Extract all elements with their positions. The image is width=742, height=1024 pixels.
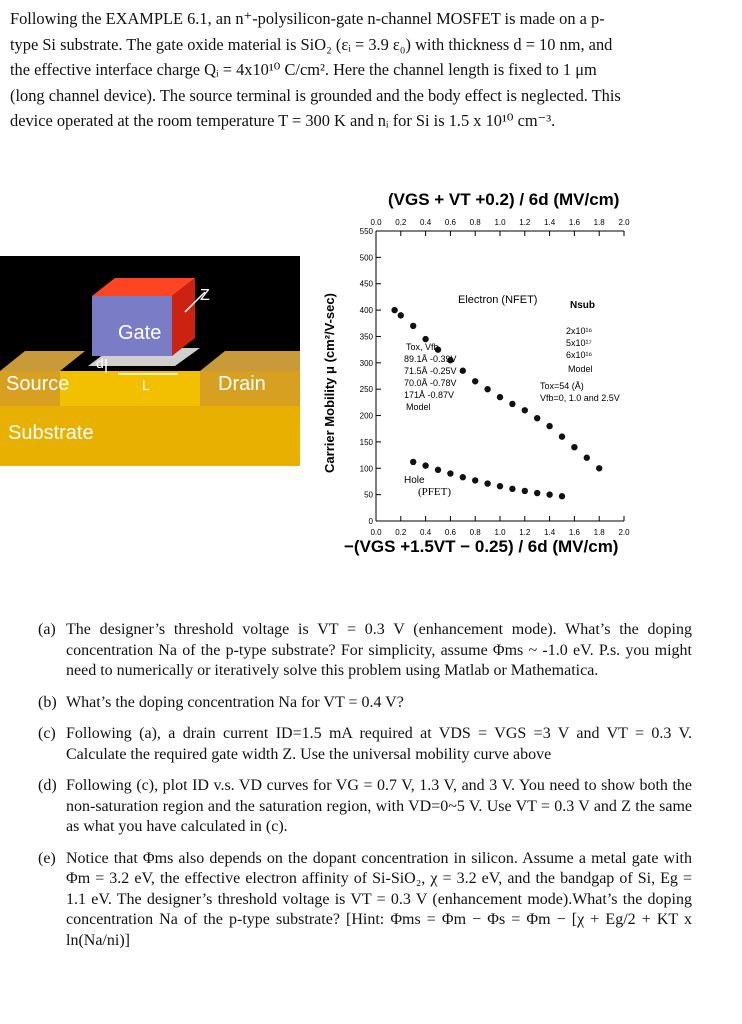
mobility-chart xyxy=(318,183,652,563)
thickness-label: d xyxy=(96,355,104,371)
top-axis-title: (VGS + VT +0.2) / 6d (MV/cm) xyxy=(388,190,620,209)
substrate-label: Substrate xyxy=(8,422,94,444)
question-item xyxy=(10,724,692,765)
hole-point xyxy=(497,483,503,489)
question-label: (b) xyxy=(38,693,57,711)
model-label: Model xyxy=(568,364,593,374)
top-tick-label: 1.4 xyxy=(544,218,556,227)
bottom-tick-label: 1.6 xyxy=(568,528,580,537)
top-tick-label: 1.8 xyxy=(593,218,605,227)
electron-point xyxy=(398,312,404,318)
electron-point xyxy=(472,378,478,384)
top-tick-label: 0.0 xyxy=(370,218,382,227)
bottom-axis-title: −(VGS +1.5VT − 0.25) / 6d (MV/cm) xyxy=(344,537,619,556)
drain-label: Drain xyxy=(218,373,266,395)
bottom-tick-label: 0.8 xyxy=(469,528,481,537)
tox-row-4: 171Å -0.87V xyxy=(404,390,455,400)
electron-point xyxy=(484,386,490,392)
electron-point xyxy=(410,323,416,329)
electron-point xyxy=(596,465,602,471)
plot-area xyxy=(360,218,630,537)
electron-point xyxy=(584,455,590,461)
tox-note-2: Vfb=0, 1.0 and 2.5V xyxy=(540,393,620,403)
electron-point xyxy=(559,433,565,439)
question-text: Notice that Φms also depends on the dopant concentration in silicon. Assume a metal gate with Φm = 3.2 eV, the effective electron affinity of Si-SiO₂, χ = 3.2 eV, and the bandgap of Si, Eg = 1.1 eV. The designer’s threshold voltage is VT = 0.3 V (enhancement mode).What’s the doping concentration Na of the p-type substrate? [Hint: Φms = Φm − Φs = Φm − [χ + Eg/2 + KT x ln(Na/ni)] xyxy=(66,849,692,949)
electron-point xyxy=(460,368,466,374)
hole-point xyxy=(509,486,515,492)
y-tick-label: 150 xyxy=(359,437,373,447)
question-text: Following (c), plot ID v.s. VD curves for VG = 0.7 V, 1.3 V, and 3 V. You need to show both the non-saturation region and the saturation region, with VD=0~5 V. Use VT = 0.3 V and Z the same as what you have calculated in (c). xyxy=(66,777,692,835)
electron-point xyxy=(522,407,528,413)
top-tick-label: 0.4 xyxy=(420,218,432,227)
top-tick-label: 0.2 xyxy=(395,218,407,227)
tox-row-1: 89.1Å -0.39V xyxy=(404,354,457,364)
tox-note-1: Tox=54 (Å) xyxy=(540,381,584,391)
problem-intro xyxy=(10,6,734,134)
y-tick-label: 500 xyxy=(359,253,373,263)
top-tick-label: 1.6 xyxy=(568,218,580,227)
y-tick-label: 550 xyxy=(359,227,373,236)
gate-label: Gate xyxy=(118,322,162,344)
question-label: (d) xyxy=(38,777,57,794)
nsub-value-1: 2x10¹⁶ xyxy=(566,326,593,336)
intro-line: (long channel device). The source terminal is grounded and the body effect is neglected. This xyxy=(10,85,621,105)
electron-point xyxy=(571,444,577,450)
bottom-tick-label: 1.0 xyxy=(494,528,506,537)
top-tick-label: 1.2 xyxy=(519,218,531,227)
electron-point xyxy=(497,394,503,400)
hole-point xyxy=(546,491,552,497)
bottom-tick-label: 0.2 xyxy=(395,528,407,537)
electron-point xyxy=(546,423,552,429)
question-label: (c) xyxy=(38,725,56,742)
tox-header: Tox, Vfb xyxy=(406,342,439,352)
length-label: L xyxy=(142,377,150,393)
nsub-label: Nsub xyxy=(570,300,595,311)
tox-row-3: 70.0Å -0.78V xyxy=(404,378,457,388)
width-label: Z xyxy=(200,287,210,304)
hole-point xyxy=(447,470,453,476)
hole-point xyxy=(460,474,466,480)
pfet-label: (PFET) xyxy=(418,486,451,498)
question-item xyxy=(10,776,692,838)
y-tick-label: 100 xyxy=(359,464,373,474)
nsub-value-3: 6x10¹⁶ xyxy=(566,350,593,360)
question-label: (e) xyxy=(38,849,56,867)
hole-point xyxy=(522,488,528,494)
intro-line: device operated at the room temperature T = 300 K and nᵢ for Si is 1.5 x 10¹⁰ cm⁻³. xyxy=(10,111,556,131)
hole-point xyxy=(559,493,565,499)
electron-point xyxy=(391,307,397,313)
question-text: What’s the doping concentration Na for VT = 0.4 V? xyxy=(66,693,404,711)
source-label: Source xyxy=(6,373,70,395)
y-tick-label: 350 xyxy=(359,332,373,342)
question-text: The designer’s threshold voltage is VT = 0.3 V (enhancement mode). What’s the doping concentration Na of the p-type substrate? For simplicity, assume Φms ~ -1.0 eV. P.s. you might need to numerically or iteratively solve this problem using Matlab or Mathematica. xyxy=(66,621,692,679)
bottom-tick-label: 1.4 xyxy=(544,528,556,537)
electron-point xyxy=(534,415,540,421)
nsub-value-2: 5x10¹⁷ xyxy=(566,338,592,348)
bottom-tick-label: 1.8 xyxy=(593,528,605,537)
y-tick-label: 400 xyxy=(359,306,373,316)
hole-point xyxy=(435,467,441,473)
question-label: (a) xyxy=(38,621,56,638)
question-item xyxy=(10,693,692,714)
top-tick-label: 2.0 xyxy=(618,218,630,227)
bottom-tick-label: 0.6 xyxy=(444,528,456,537)
bottom-tick-label: 1.2 xyxy=(519,528,531,537)
bottom-tick-label: 0.4 xyxy=(420,528,432,537)
bottom-tick-label: 0.0 xyxy=(370,528,382,537)
hole-point xyxy=(422,462,428,468)
bottom-tick-label: 2.0 xyxy=(618,528,630,537)
y-tick-label: 250 xyxy=(359,385,373,395)
intro-line: Following the EXAMPLE 6.1, an n⁺-polysilicon-gate n-channel MOSFET is made on a p- xyxy=(10,9,605,28)
intro-line: type Si substrate. The gate oxide material is SiO₂ (εᵢ = 3.9 ε₀) with thickness d = 10 nm, and xyxy=(10,34,613,54)
y-axis-title: Carrier Mobility μ (cm²/V-sec) xyxy=(322,293,337,473)
top-tick-label: 1.0 xyxy=(494,218,506,227)
question-list xyxy=(10,620,692,962)
y-tick-label: 450 xyxy=(359,279,373,289)
model2-label: Model xyxy=(406,402,431,412)
hole-point xyxy=(534,490,540,496)
question-item xyxy=(10,620,692,682)
hole-point xyxy=(472,477,478,483)
top-tick-label: 0.8 xyxy=(469,218,481,227)
electron-label: Electron (NFET) xyxy=(458,294,538,306)
hole-point xyxy=(484,480,490,486)
top-tick-label: 0.6 xyxy=(444,218,456,227)
question-text: Following (a), a drain current ID=1.5 mA required at VDS = VGS =3 V and VT = 0.3 V. Calculate the required gate width Z. Use the universal mobility curve above xyxy=(66,725,692,763)
y-tick-label: 200 xyxy=(359,411,373,421)
tox-row-2: 71.5Å -0.25V xyxy=(404,366,457,376)
question-item xyxy=(10,849,692,952)
mosfet-diagram xyxy=(0,256,300,466)
y-tick-label: 300 xyxy=(359,358,373,368)
y-tick-label: 0 xyxy=(368,517,373,526)
hole-point xyxy=(410,459,416,465)
intro-line: the effective interface charge Qᵢ = 4x10¹⁰ C/cm². Here the channel length is fixed to 1 μm xyxy=(10,60,597,80)
hole-label: Hole xyxy=(404,475,425,486)
y-tick-label: 50 xyxy=(364,490,373,500)
electron-point xyxy=(509,401,515,407)
